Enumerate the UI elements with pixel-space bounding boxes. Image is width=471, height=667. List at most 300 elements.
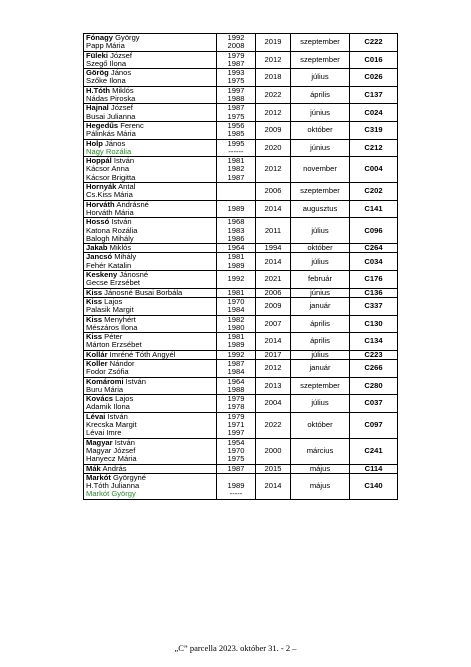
deceased-name xyxy=(86,306,214,314)
given-name: Szőke Ilona xyxy=(86,76,126,86)
surname: Markót xyxy=(86,473,111,482)
deceased-name xyxy=(86,77,214,85)
paid-month: január xyxy=(291,297,350,315)
paid-month: július xyxy=(291,218,350,244)
grave-record-row xyxy=(84,157,398,183)
death-years-cell xyxy=(217,253,256,271)
paid-month: szeptember xyxy=(291,377,350,395)
given-name: Márton Erzsébet xyxy=(86,340,142,350)
deceased-name xyxy=(86,262,214,270)
death-years-cell xyxy=(217,438,256,464)
paid-month: június xyxy=(291,288,350,297)
surname: H.Tóth xyxy=(86,86,111,95)
death-year: 1997 xyxy=(227,428,245,438)
given-name: Katona Rozália xyxy=(86,225,138,235)
grave-record-row xyxy=(84,200,398,218)
deceased-names-cell xyxy=(84,86,217,104)
paid-until-year: 2012 xyxy=(256,157,291,183)
deceased-names-cell xyxy=(84,69,217,87)
paid-month: augusztus xyxy=(291,200,350,218)
death-year: 1986 xyxy=(227,233,245,243)
death-year: 1981 xyxy=(227,252,245,262)
grave-code: C114 xyxy=(350,464,398,473)
grave-code: C004 xyxy=(350,157,398,183)
death-years-cell xyxy=(217,34,256,52)
death-years-cell xyxy=(217,473,256,499)
death-year: 1987 xyxy=(227,172,245,182)
death-year: 1989 xyxy=(227,260,245,270)
death-year: 1954 xyxy=(227,438,245,447)
given-name: H.Tóth Julianna xyxy=(86,481,140,491)
grave-code: C136 xyxy=(350,288,398,297)
death-year: 1992 xyxy=(227,33,245,42)
grave-code: C097 xyxy=(350,412,398,438)
death-years-cell xyxy=(217,288,256,297)
given-name: Jánosné xyxy=(117,270,149,280)
deceased-names-cell xyxy=(84,438,217,464)
paid-month: június xyxy=(291,104,350,122)
surname: Koller xyxy=(86,359,108,368)
grave-record-row xyxy=(84,315,398,333)
death-year: 1970 xyxy=(227,297,245,306)
given-name: Lajos xyxy=(113,394,134,404)
given-name: Horváth Mária xyxy=(86,207,134,217)
paid-month: április xyxy=(291,333,350,351)
grave-code: C134 xyxy=(350,333,398,351)
grave-code: C266 xyxy=(350,359,398,377)
death-year: 1979 xyxy=(227,412,245,421)
deceased-names-cell xyxy=(84,288,217,297)
death-year: 1968 xyxy=(227,217,245,227)
given-name: Mészáros Ilona xyxy=(86,322,138,332)
given-name: István xyxy=(123,377,146,386)
paid-until-year: 2004 xyxy=(256,395,291,413)
deceased-names-cell xyxy=(84,121,217,139)
given-name: István xyxy=(105,412,128,421)
given-name: György xyxy=(113,33,140,42)
death-year: 1981 xyxy=(227,156,245,166)
given-name: Nándor xyxy=(107,359,135,368)
grave-record-row xyxy=(84,473,398,499)
grave-code: C137 xyxy=(350,86,398,104)
grave-record-row xyxy=(84,412,398,438)
deceased-names-cell xyxy=(84,157,217,183)
death-year: 1956 xyxy=(227,121,245,130)
grave-code: C222 xyxy=(350,34,398,52)
death-year: 1981 xyxy=(227,288,245,297)
surname: Holp xyxy=(86,139,103,148)
deceased-name xyxy=(86,191,214,199)
deceased-name xyxy=(86,324,214,332)
given-name: Balogh Mihály xyxy=(86,233,134,243)
surname: Mák xyxy=(86,464,101,473)
surname: Magyar xyxy=(86,438,113,447)
deceased-name xyxy=(86,368,214,376)
paid-until-year: 2018 xyxy=(256,69,291,87)
deceased-name xyxy=(86,490,214,498)
paid-until-year: 2012 xyxy=(256,51,291,69)
grave-code: C223 xyxy=(350,350,398,359)
deceased-name xyxy=(86,209,214,217)
surname: Kollár xyxy=(86,350,108,359)
death-years-cell xyxy=(217,104,256,122)
deceased-names-cell xyxy=(84,183,217,201)
given-name: István xyxy=(111,156,135,166)
grave-record-row xyxy=(84,377,398,395)
death-year: 1988 xyxy=(227,384,245,394)
surname: Horváth xyxy=(86,200,115,209)
death-years-cell xyxy=(217,464,256,473)
grave-code: C202 xyxy=(350,183,398,201)
deceased-name xyxy=(86,42,214,50)
grave-code: C337 xyxy=(350,297,398,315)
death-year: 1988 xyxy=(227,94,245,104)
grave-code: C319 xyxy=(350,121,398,139)
paid-month: március xyxy=(291,438,350,464)
grave-record-row xyxy=(84,218,398,244)
deceased-names-cell xyxy=(84,412,217,438)
deceased-names-cell xyxy=(84,51,217,69)
given-name: Györgyné xyxy=(110,473,146,482)
paid-until-year: 2009 xyxy=(256,121,291,139)
grave-record-row xyxy=(84,288,398,297)
deceased-names-cell xyxy=(84,218,217,244)
death-years-cell xyxy=(217,333,256,351)
deceased-name xyxy=(86,386,214,394)
page-footer: „C” parcella 2023. október 31. - 2 – xyxy=(174,643,297,653)
surname: Hegedűs xyxy=(86,121,119,130)
grave-code: C176 xyxy=(350,271,398,289)
death-year: 1989 xyxy=(227,481,245,491)
given-name: Andrásné xyxy=(114,200,149,209)
paid-month: január xyxy=(291,359,350,377)
given-name: József xyxy=(108,103,133,113)
deceased-names-cell xyxy=(84,315,217,333)
deceased-name xyxy=(86,465,214,473)
given-name: Nádas Piroska xyxy=(86,94,136,104)
deceased-names-cell xyxy=(84,297,217,315)
grave-code: C130 xyxy=(350,315,398,333)
paid-month: július xyxy=(291,350,350,359)
deceased-names-cell xyxy=(84,473,217,499)
deceased-names-cell xyxy=(84,377,217,395)
surname: Hornyák xyxy=(86,182,117,192)
given-name: Miklós xyxy=(107,243,132,253)
paid-until-year: 2000 xyxy=(256,438,291,464)
paid-until-year: 2015 xyxy=(256,464,291,473)
paid-until-year: 2007 xyxy=(256,315,291,333)
deceased-name xyxy=(86,95,214,103)
paid-until-year: 1994 xyxy=(256,244,291,253)
deceased-name xyxy=(86,279,214,287)
grave-code: C140 xyxy=(350,473,398,499)
given-name: Péter xyxy=(102,332,123,342)
death-years-cell xyxy=(217,412,256,438)
grave-register-body xyxy=(84,34,398,500)
death-year: 1982 xyxy=(227,164,245,174)
given-name: István xyxy=(112,438,135,447)
deceased-name xyxy=(86,351,214,359)
grave-code: C141 xyxy=(350,200,398,218)
deceased-names-cell xyxy=(84,104,217,122)
surname: Jakab xyxy=(86,243,108,253)
given-name: Busai Julianna xyxy=(86,111,136,121)
given-name: Pálinkás Mária xyxy=(86,129,136,139)
grave-code: C037 xyxy=(350,395,398,413)
grave-record-row xyxy=(84,121,398,139)
given-name: András xyxy=(100,464,127,473)
grave-record-row xyxy=(84,51,398,69)
surname: Komáromi xyxy=(86,377,124,386)
surname: Füleki xyxy=(86,51,108,60)
death-years-cell xyxy=(217,350,256,359)
paid-until-year: 2017 xyxy=(256,350,291,359)
grave-code: C096 xyxy=(350,218,398,244)
death-years-cell xyxy=(217,183,256,201)
death-year: 1971 xyxy=(227,420,245,430)
death-year: 1989 xyxy=(227,203,245,213)
grave-record-row xyxy=(84,350,398,359)
surname: Fónagy xyxy=(86,33,114,42)
deceased-name xyxy=(86,244,214,252)
given-name: Lajos xyxy=(102,297,123,306)
deceased-names-cell xyxy=(84,333,217,351)
given-name: Papp Mária xyxy=(86,41,125,51)
surname: Hajnal xyxy=(86,103,109,113)
deceased-name xyxy=(86,174,214,182)
given-name: Krecska Margit xyxy=(86,420,137,430)
paid-until-year: 2020 xyxy=(256,139,291,157)
paid-month: július xyxy=(291,69,350,87)
grave-code: C034 xyxy=(350,253,398,271)
grave-record-row xyxy=(84,183,398,201)
paid-month: október xyxy=(291,121,350,139)
given-name: Kácsor Brigitta xyxy=(86,172,136,182)
grave-record-row xyxy=(84,464,398,473)
death-year: 1997 xyxy=(227,86,245,95)
grave-record-row xyxy=(84,69,398,87)
grave-code: C280 xyxy=(350,377,398,395)
paid-until-year: 2021 xyxy=(256,271,291,289)
grave-register-table xyxy=(83,33,398,500)
given-name: Nagy Rozália xyxy=(86,146,132,156)
grave-record-row xyxy=(84,139,398,157)
grave-record-row xyxy=(84,253,398,271)
paid-until-year: 2019 xyxy=(256,34,291,52)
given-name: Buru Mária xyxy=(86,384,124,394)
grave-record-row xyxy=(84,297,398,315)
deceased-names-cell xyxy=(84,271,217,289)
given-name: Mihály xyxy=(112,252,137,262)
paid-month: szeptember xyxy=(291,51,350,69)
given-name: István xyxy=(109,217,132,227)
deceased-name xyxy=(86,60,214,68)
paid-month: október xyxy=(291,412,350,438)
grave-code: C212 xyxy=(350,139,398,157)
grave-record-row xyxy=(84,359,398,377)
deceased-name xyxy=(86,429,214,437)
death-year: 1979 xyxy=(227,394,245,404)
grave-code: C241 xyxy=(350,438,398,464)
paid-month: április xyxy=(291,315,350,333)
death-years-cell xyxy=(217,69,256,87)
paid-month: július xyxy=(291,395,350,413)
death-year: 1987 xyxy=(227,359,245,368)
given-name: Fehér Katalin xyxy=(86,260,132,270)
deceased-names-cell xyxy=(84,350,217,359)
death-year: 1983 xyxy=(227,225,245,235)
deceased-names-cell xyxy=(84,464,217,473)
grave-record-row xyxy=(84,244,398,253)
given-name: János xyxy=(102,139,126,148)
paid-until-year: 2012 xyxy=(256,359,291,377)
deceased-names-cell xyxy=(84,244,217,253)
paid-until-year: 2022 xyxy=(256,412,291,438)
paid-until-year: 2006 xyxy=(256,288,291,297)
grave-code: C026 xyxy=(350,69,398,87)
given-name: Adamik Ilona xyxy=(86,402,130,412)
deceased-names-cell xyxy=(84,200,217,218)
death-years-cell xyxy=(217,297,256,315)
death-years-cell xyxy=(217,86,256,104)
surname: Hossó xyxy=(86,217,110,227)
grave-record-row xyxy=(84,438,398,464)
death-years-cell xyxy=(217,244,256,253)
grave-record-row xyxy=(84,395,398,413)
grave-code: C264 xyxy=(350,244,398,253)
given-name: Magyar József xyxy=(86,445,136,455)
death-year: 1995 xyxy=(227,139,245,148)
death-year: 1987 xyxy=(227,464,245,473)
death-year: 1987 xyxy=(227,103,245,113)
death-year: 1964 xyxy=(227,243,245,253)
given-name: Fodor Zsófia xyxy=(86,367,129,377)
surname: Kiss xyxy=(86,332,103,342)
paid-month: május xyxy=(291,464,350,473)
death-years-cell xyxy=(217,218,256,244)
death-years-cell xyxy=(217,200,256,218)
grave-record-row xyxy=(84,271,398,289)
paid-until-year: 2013 xyxy=(256,377,291,395)
surname: Kiss xyxy=(86,315,103,324)
given-name: Menyhért xyxy=(102,315,136,324)
paid-month: február xyxy=(291,271,350,289)
grave-record-row xyxy=(84,333,398,351)
grave-record-row xyxy=(84,86,398,104)
paid-month: május xyxy=(291,473,350,499)
paid-until-year: 2022 xyxy=(256,86,291,104)
given-name: Jánosné Busai Borbála xyxy=(102,288,183,297)
death-year: 1980 xyxy=(227,322,245,332)
deceased-name xyxy=(86,341,214,349)
paid-month: június xyxy=(291,139,350,157)
death-year: 1982 xyxy=(227,315,245,324)
deceased-name xyxy=(86,235,214,243)
death-year: 1975 xyxy=(227,111,245,121)
given-name: Imréné Tóth Angyél xyxy=(107,350,176,359)
grave-code: C016 xyxy=(350,51,398,69)
surname: Jancsó xyxy=(86,252,113,262)
paid-until-year: 2011 xyxy=(256,218,291,244)
death-year: 1984 xyxy=(227,367,245,377)
death-years-cell xyxy=(217,395,256,413)
given-name: Ferenc xyxy=(118,121,144,130)
paid-until-year: 2014 xyxy=(256,253,291,271)
deceased-names-cell xyxy=(84,34,217,52)
death-year: 1975 xyxy=(227,454,245,464)
death-year: 1979 xyxy=(227,51,245,60)
paid-month: október xyxy=(291,244,350,253)
death-year: 2008 xyxy=(227,41,245,51)
death-year: 1989 xyxy=(227,340,245,350)
paid-until-year: 2014 xyxy=(256,200,291,218)
paid-month: november xyxy=(291,157,350,183)
death-year: 1975 xyxy=(227,76,245,86)
deceased-names-cell xyxy=(84,395,217,413)
death-year: 1970 xyxy=(227,445,245,455)
given-name: János xyxy=(108,68,132,78)
given-name: Kácsor Anna xyxy=(86,164,130,174)
death-year: 1993 xyxy=(227,68,245,78)
surname: Görög xyxy=(86,68,109,78)
surname: Hoppál xyxy=(86,156,112,166)
paid-until-year: 2014 xyxy=(256,333,291,351)
paid-until-year: 2006 xyxy=(256,183,291,201)
given-name: Cs.Kiss Mária xyxy=(86,190,133,200)
deceased-names-cell xyxy=(84,359,217,377)
death-year: 1964 xyxy=(227,377,245,386)
paid-until-year: 2012 xyxy=(256,104,291,122)
surname: Kovács xyxy=(86,394,114,404)
surname: Kiss xyxy=(86,297,103,306)
death-years-cell xyxy=(217,271,256,289)
grave-record-row xyxy=(84,104,398,122)
death-year: 1987 xyxy=(227,58,245,68)
given-name: Lévai Imre xyxy=(86,428,122,438)
deceased-names-cell xyxy=(84,253,217,271)
death-year: 1992 xyxy=(227,274,245,284)
death-years-cell xyxy=(217,157,256,183)
given-name: Markót György xyxy=(86,489,136,499)
deceased-name xyxy=(86,148,214,156)
surname: Keskeny xyxy=(86,270,118,280)
death-year: 1984 xyxy=(227,305,245,315)
death-years-cell xyxy=(217,139,256,157)
surname: Kiss xyxy=(86,288,103,297)
surname: Lévai xyxy=(86,412,106,421)
deceased-name xyxy=(86,113,214,121)
deceased-name xyxy=(86,403,214,411)
paid-month: szeptember xyxy=(291,183,350,201)
deceased-name xyxy=(86,130,214,138)
given-name: Szegő Ilona xyxy=(86,58,127,68)
deceased-name xyxy=(86,289,214,297)
grave-code: C024 xyxy=(350,104,398,122)
death-years-cell xyxy=(217,377,256,395)
paid-month: szeptember xyxy=(291,34,350,52)
given-name: Palasik Margit xyxy=(86,305,134,315)
death-years-cell xyxy=(217,315,256,333)
death-year: 1992 xyxy=(227,350,245,359)
given-name: Antal xyxy=(116,182,136,192)
paid-until-year: 2009 xyxy=(256,297,291,315)
paid-month: április xyxy=(291,86,350,104)
death-years-cell xyxy=(217,121,256,139)
death-years-cell xyxy=(217,51,256,69)
grave-record-row xyxy=(84,34,398,52)
death-year: 1978 xyxy=(227,402,245,412)
death-year: ----- xyxy=(229,489,243,499)
